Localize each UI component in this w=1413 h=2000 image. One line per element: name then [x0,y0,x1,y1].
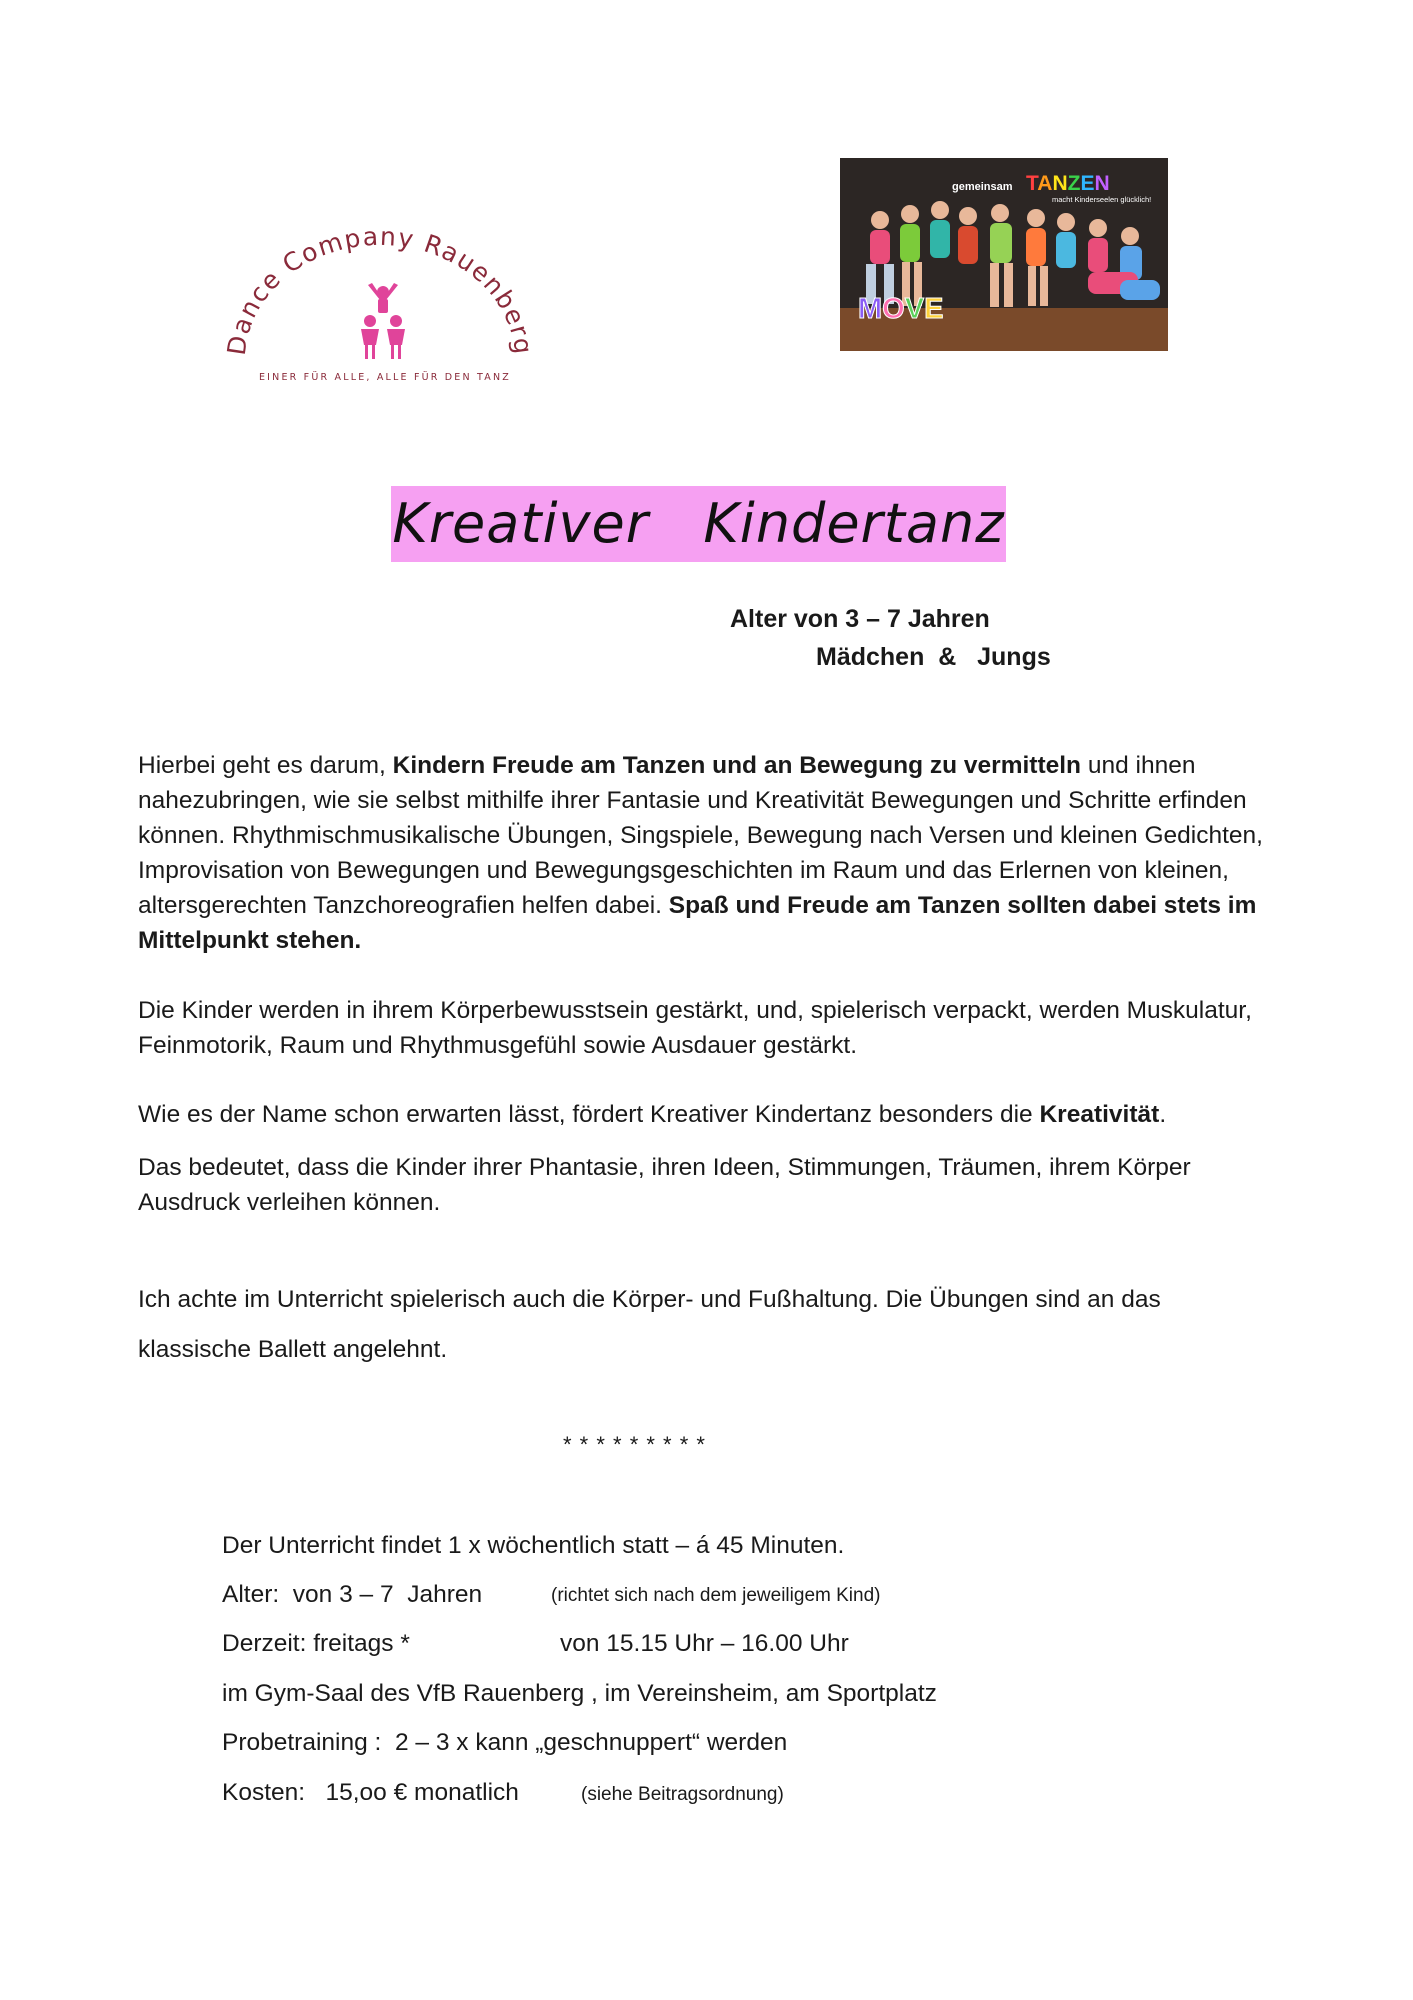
page-title: Kreativer Kindertanz [392,492,1005,555]
logo-tagline: EINER FÜR ALLE, ALLE FÜR DEN TANZ [258,372,512,383]
creativity-text-1: Wie es der Name schon erwarten lässt, fördert Kreativer Kindertanz besonders die [138,1101,1040,1128]
dancers-icon [356,283,405,359]
paragraph-posture-line1: Ich achte im Unterricht spielerisch auch die Körper- und Fußhaltung. Die Übungen sind an das [138,1286,1161,1313]
photo-caption-big: TANZEN [1026,172,1110,195]
info-age: Alter: von 3 – 7 Jahren [222,1581,483,1608]
title-highlight [391,486,1006,562]
photo-badge: MOVE [858,293,944,325]
info-cost-note: (siehe Beitragsordnung) [581,1784,784,1805]
paragraph-expression: Das bedeutet, dass die Kinder ihrer Phantasie, ihren Ideen, Stimmungen, Träumen, ihrem Körper Ausdruck verleihen können. [138,1154,1191,1216]
logo-graphic [220,225,550,395]
info-time-value: von 15.15 Uhr – 16.00 Uhr [560,1630,849,1657]
intro-text-2: und ihnen nahezubringen, wie sie selbst mithilfe ihrer Fantasie und Kreativität Bewegungen und Schritte erfinden können. Rhythmischmusikalische Übungen, Singspiele, Bewegung nach Versen und kleinen Gedichten, Improvisation von Bewegungen und Bewegungsgeschichten im Raum und das Erlernen von kleinen, altersgerechten Tanzchoreografien helfen dabei. [138,752,1263,919]
paragraph-intro [138,748,1278,958]
info-trial: Probetraining : 2 – 3 x kann „geschnuppert“ werden [222,1729,788,1756]
info-location: im Gym-Saal des VfB Rauenberg , im Vereinsheim, am Sportplatz [222,1680,937,1707]
subtitle-audience: Mädchen & Jungs [816,643,1051,671]
intro-bold-1: Kindern Freude am Tanzen und an Bewegung zu vermitteln [392,752,1082,779]
subtitle-age: Alter von 3 – 7 Jahren [730,605,990,633]
logo-name: Dance Company Rauenberg [221,225,539,357]
photo-caption-small: gemeinsam [952,181,1013,193]
info-frequency: Der Unterricht findet 1 x wöchentlich statt – á 45 Minuten. [222,1532,845,1559]
info-age-note: (richtet sich nach dem jeweiligem Kind) [551,1585,881,1606]
paragraph-body-awareness: Die Kinder werden in ihrem Körperbewusstsein gestärkt, und, spielerisch verpackt, werden Muskulatur, Feinmotorik, Raum und Rhythmusgefühl sowie Ausdauer gestärkt. [138,997,1252,1059]
intro-text-1: Hierbei geht es darum, [138,752,393,779]
intro-bold-2: Spaß und Freude am Tanzen sollten dabei stets im Mittelpunkt stehen. [138,892,1257,954]
creativity-text-2: . [1159,1101,1167,1128]
logo [220,225,550,395]
info-time-label: Derzeit: freitags * [222,1630,410,1657]
separator: * * * * * * * * * [563,1432,706,1457]
dance-photo-image [840,158,1168,351]
info-cost: Kosten: 15,oo € monatlich [222,1779,519,1806]
photo-caption-sub: macht Kinderseelen glücklich! [1052,195,1152,204]
dance-photo [840,158,1168,351]
paragraph-posture-line2: klassische Ballett angelehnt. [138,1336,448,1363]
creativity-bold: Kreativität [1039,1101,1160,1128]
paragraph-creativity [138,1097,1278,1132]
